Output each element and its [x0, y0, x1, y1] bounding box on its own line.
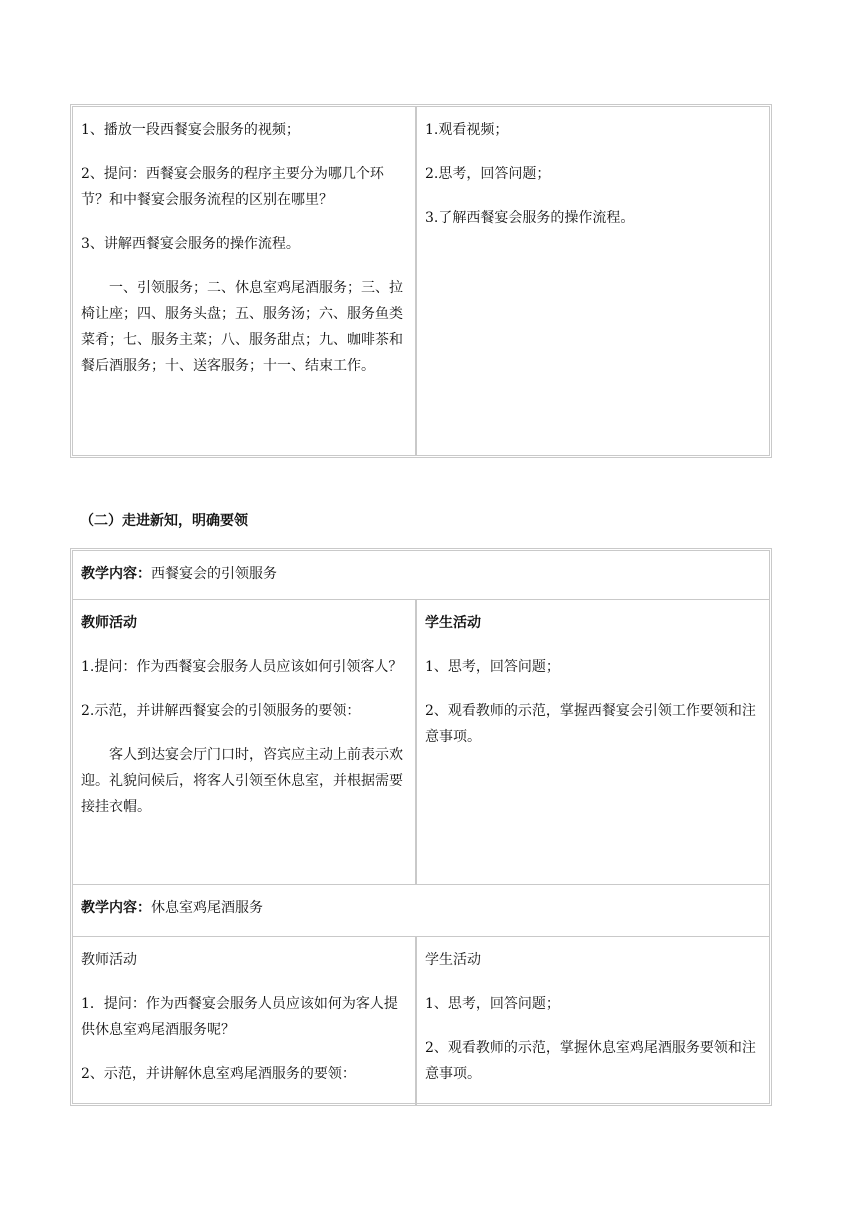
student-cell	[417, 937, 769, 1106]
student-step-1: 1.观看视频；	[425, 122, 509, 138]
student-cell	[417, 600, 769, 884]
student-step-2: 2、观看教师的示范，掌握休息室鸡尾酒服务要领和注意事项。	[425, 1040, 756, 1082]
teacher-step-1: 1、播放一段西餐宴会服务的视频；	[81, 122, 300, 138]
content-label: 教学内容：	[81, 900, 151, 916]
content-row-2	[73, 884, 769, 936]
teacher-step-1: 1.提问：作为西餐宴会服务人员应该如何引领客人？	[81, 659, 403, 675]
section-heading: （二）走进新知，明确要领	[80, 513, 248, 529]
student-step-2: 2.思考，回答问题；	[425, 166, 551, 182]
teacher-step-2: 2.示范，并讲解西餐宴会的引领服务的要领：	[81, 703, 361, 719]
student-step-2: 2、观看教师的示范，掌握西餐宴会引领工作要领和注意事项。	[425, 703, 756, 745]
teacher-step-1: 1．提问：作为西餐宴会服务人员应该如何为客人提供休息室鸡尾酒服务呢？	[81, 996, 398, 1038]
activity-row-2	[73, 936, 769, 1106]
student-step-3: 3.了解西餐宴会服务的操作流程。	[425, 210, 635, 226]
service-flow-list: 一、引领服务；二、休息室鸡尾酒服务；三、拉椅让座；四、服务头盘；五、服务汤；六、服务鱼类菜肴；七、服务主菜；八、服务甜点；九、咖啡茶和餐后酒服务；十、送客服务；十一、结束工作。	[81, 280, 403, 374]
flow-table	[70, 104, 772, 458]
student-step-1: 1、思考，回答问题；	[425, 659, 560, 675]
teacher-header: 教师活动	[81, 615, 137, 631]
teacher-step-2: 2、示范，并讲解休息室鸡尾酒服务的要领：	[81, 1066, 356, 1082]
student-header: 学生活动	[425, 952, 481, 968]
student-step-1: 1、思考，回答问题；	[425, 996, 560, 1012]
teacher-cell	[73, 937, 417, 1106]
teacher-step-3: 3、讲解西餐宴会服务的操作流程。	[81, 236, 300, 252]
teaching-table	[70, 548, 772, 1106]
student-header: 学生活动	[425, 615, 481, 631]
teacher-explanation: 客人到达宴会厅门口时，咨宾应主动上前表示欢迎。礼貌问候后，将客人引领至休息室，并根据需要接挂衣帽。	[81, 747, 403, 815]
student-cell	[417, 107, 769, 455]
content-label: 教学内容：	[81, 566, 151, 582]
content-value: 休息室鸡尾酒服务	[151, 900, 263, 916]
teacher-step-2: 2、提问：西餐宴会服务的程序主要分为哪几个环节？和中餐宴会服务流程的区别在哪里？	[81, 166, 384, 208]
teacher-cell	[73, 107, 417, 455]
activity-row-1	[73, 599, 769, 884]
teacher-header: 教师活动	[81, 952, 137, 968]
content-row-1	[73, 551, 769, 599]
teacher-cell	[73, 600, 417, 884]
content-value: 西餐宴会的引领服务	[151, 566, 277, 582]
